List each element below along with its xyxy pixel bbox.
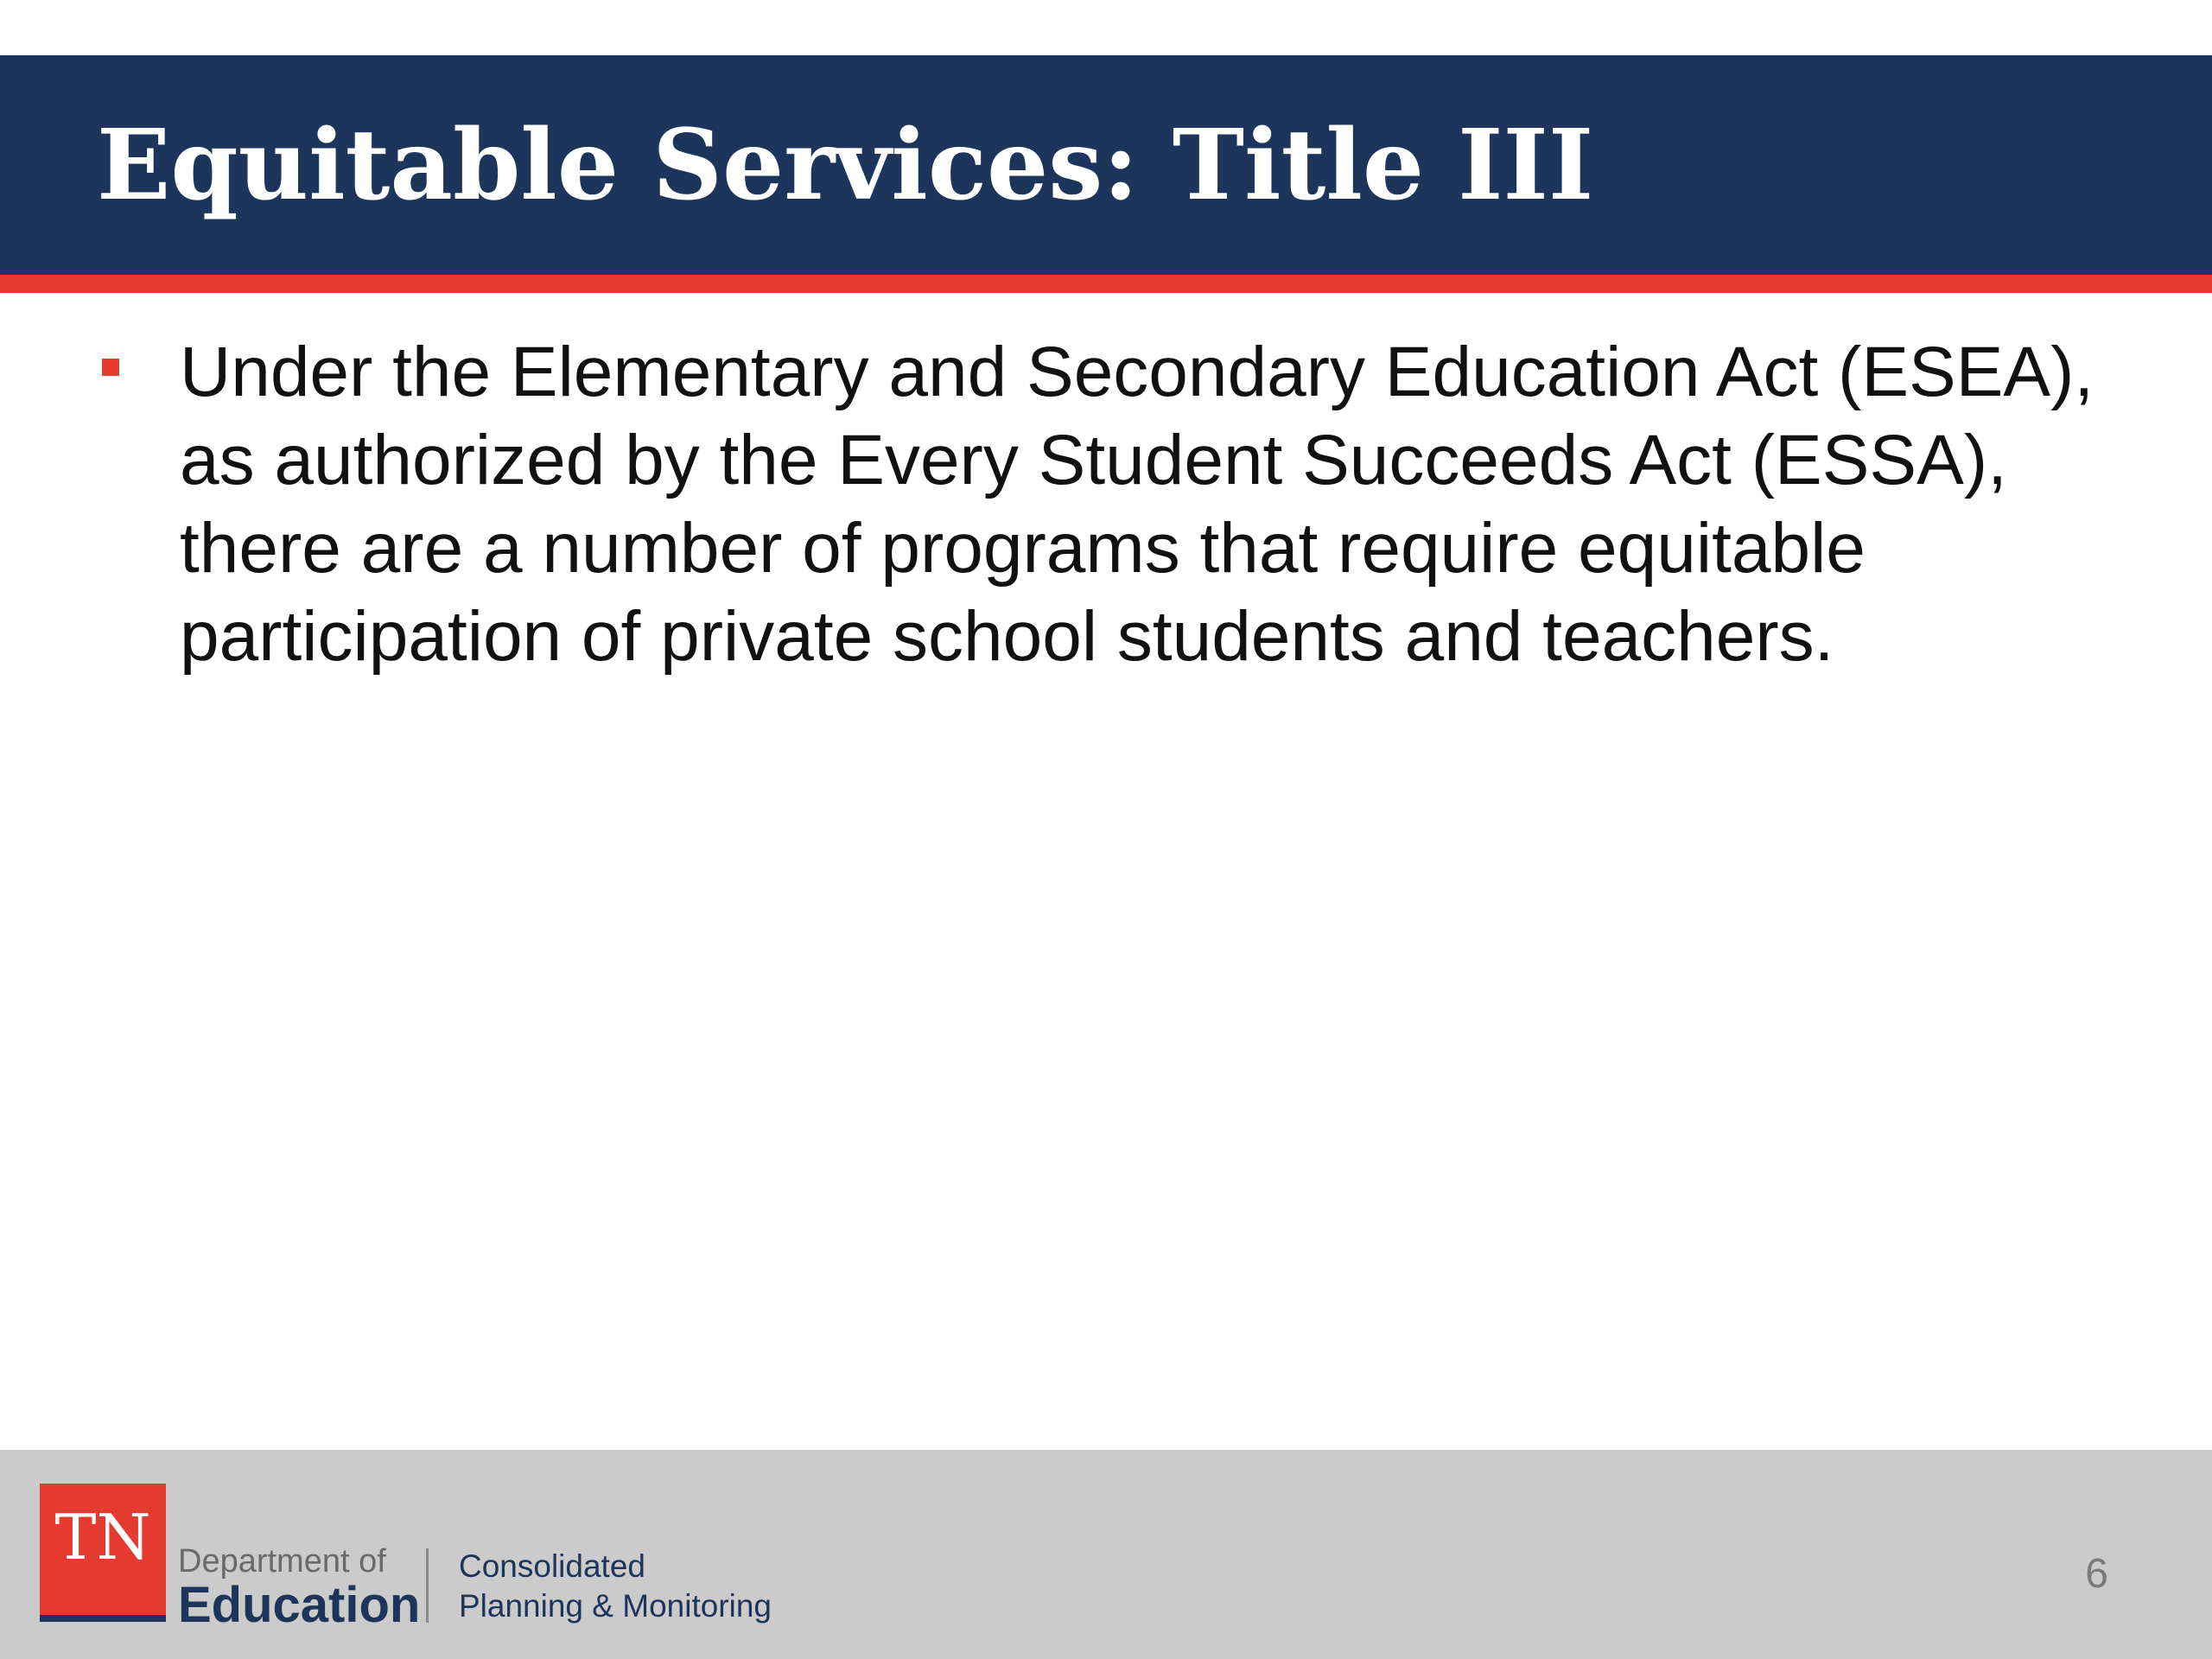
education-label: Education <box>178 1577 421 1633</box>
square-bullet-icon <box>102 359 119 376</box>
department-label: Department of <box>178 1543 386 1580</box>
bullet-item <box>97 328 2101 681</box>
tn-logo-underline <box>40 1615 166 1622</box>
footer-divider <box>426 1548 429 1623</box>
tn-logo-text: TN <box>54 1501 151 1573</box>
slide-title: Equitable Services: Title III <box>97 109 1594 222</box>
office-name-line2: Planning & Monitoring <box>459 1588 772 1624</box>
slide-content <box>97 328 2101 681</box>
bullet-text: Under the Elementary and Secondary Education Act (ESEA), as authorized by the Every Student Succeeds Act (ESSA), there are a number of programs that require equitable participation of private school students and teachers. <box>180 333 2094 676</box>
title-accent-stripe <box>0 275 2212 293</box>
office-name-line1: Consolidated <box>459 1548 645 1584</box>
page-number: 6 <box>2085 1551 2108 1597</box>
tn-logo <box>40 1484 166 1615</box>
